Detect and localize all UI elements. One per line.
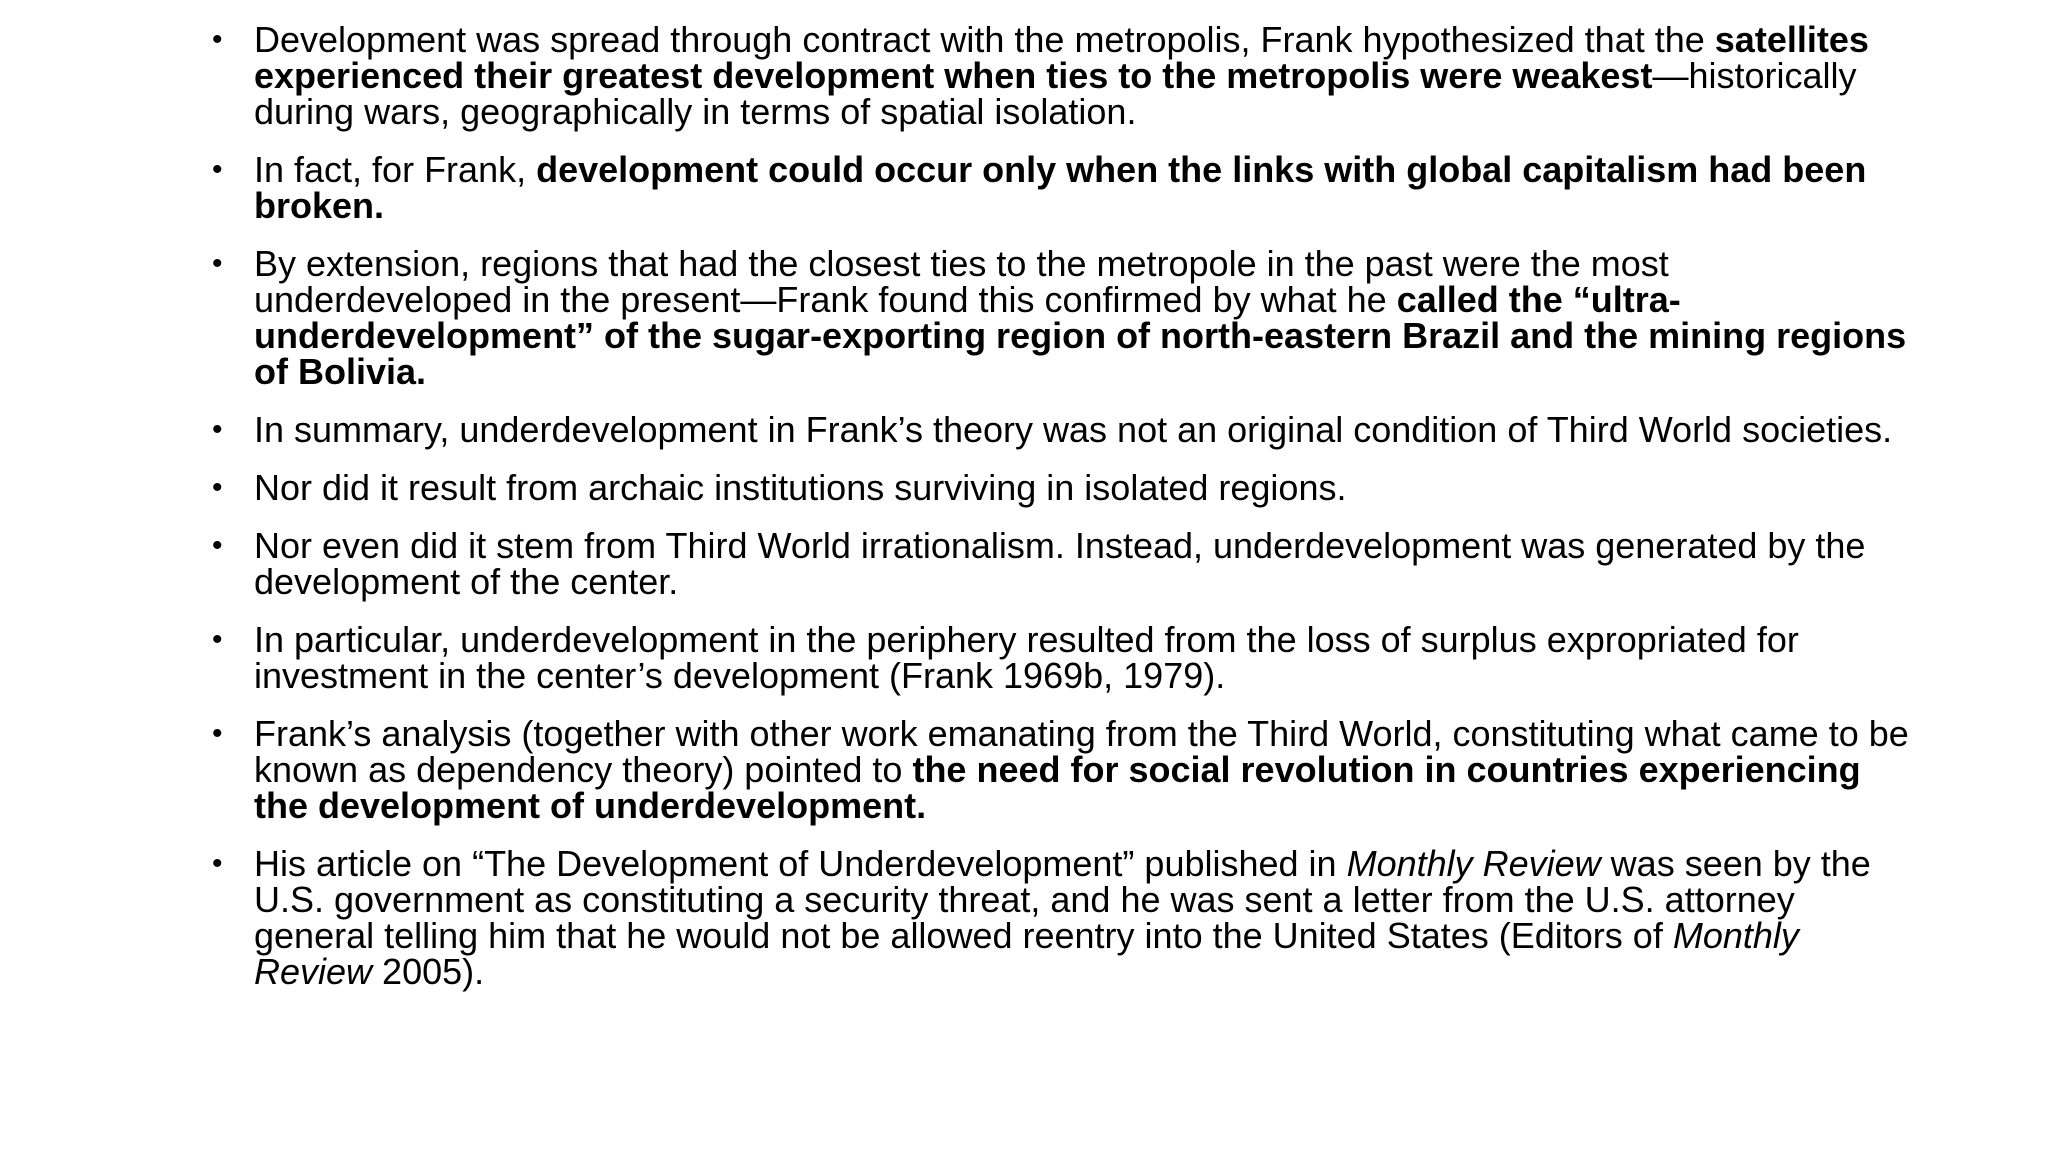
bullet-list: [212, 19, 1912, 1012]
bullet-item: [212, 149, 1912, 226]
bullet-dot: •: [212, 847, 223, 880]
bullet-text-run: Monthly Review: [1346, 843, 1601, 884]
bullet-text-run: Development was spread through contract with the metropolis, Frank hypothesized that the: [254, 19, 1715, 60]
bullet-text-run: the need for social revolution in countries experiencing the development of underdevelopment.: [254, 749, 1861, 826]
bullet-item: [212, 713, 1912, 826]
bullet-item: [212, 619, 1912, 696]
bullet-text-run: In fact, for Frank,: [254, 149, 537, 190]
bullet-dot: •: [212, 529, 223, 562]
bullet-text-run: By extension, regions that had the closest ties to the metropole in the past were the most underdeveloped in the present—Frank found this confirmed by what he: [254, 243, 1669, 320]
bullet-item: [212, 467, 1912, 508]
bullet-dot: •: [212, 717, 223, 750]
bullet-text-run: In summary, underdevelopment in Frank’s theory was not an original condition of Third World societies.: [254, 409, 1893, 450]
bullet-text-run: In particular, underdevelopment in the periphery resulted from the loss of surplus expropriated for investment in the center’s development (Frank 1969b, 1979).: [254, 619, 1799, 696]
bullet-dot: •: [212, 623, 223, 656]
bullet-text-run: —historically during wars, geographically in terms of spatial isolation.: [254, 55, 1857, 132]
bullet-text-run: 2005).: [372, 951, 485, 992]
bullet-item: [212, 409, 1912, 450]
bullet-text-run: Nor did it result from archaic institutions surviving in isolated regions.: [254, 467, 1347, 508]
bullet-dot: •: [212, 153, 223, 186]
bullet-item: [212, 19, 1912, 132]
bullet-dot: •: [212, 23, 223, 56]
bullet-item: [212, 843, 1912, 992]
bullet-dot: •: [212, 413, 223, 446]
bullet-text-run: Nor even did it stem from Third World irrationalism. Instead, underdevelopment was generated by the development of the center.: [254, 525, 1866, 602]
bullet-item: [212, 525, 1912, 602]
bullet-text-run: Frank’s analysis (together with other work emanating from the Third World, constituting what came to be known as dependency theory) pointed to: [254, 713, 1909, 790]
bullet-text-run: His article on “The Development of Underdevelopment” published in: [254, 843, 1347, 884]
bullet-text-run: development could occur only when the links with global capitalism had been broken.: [254, 149, 1867, 226]
bullet-text-run: was seen by the U.S. government as constituting a security threat, and he was sent a letter from the U.S. attorney general telling him that he would not be allowed reentry into the United States (Editors of: [254, 843, 1871, 956]
bullet-item: [212, 243, 1912, 392]
bullet-text-run: satellites experienced their greatest development when ties to the metropolis were weakest: [254, 19, 1869, 96]
bullet-dot: •: [212, 471, 223, 504]
bullet-dot: •: [212, 247, 223, 280]
bullet-text-run: called the “ultra-underdevelopment” of the sugar-exporting region of north-eastern Brazil and the mining regions of Bolivia.: [254, 279, 1907, 392]
bullet-text-run: Monthly Review: [254, 915, 1799, 992]
